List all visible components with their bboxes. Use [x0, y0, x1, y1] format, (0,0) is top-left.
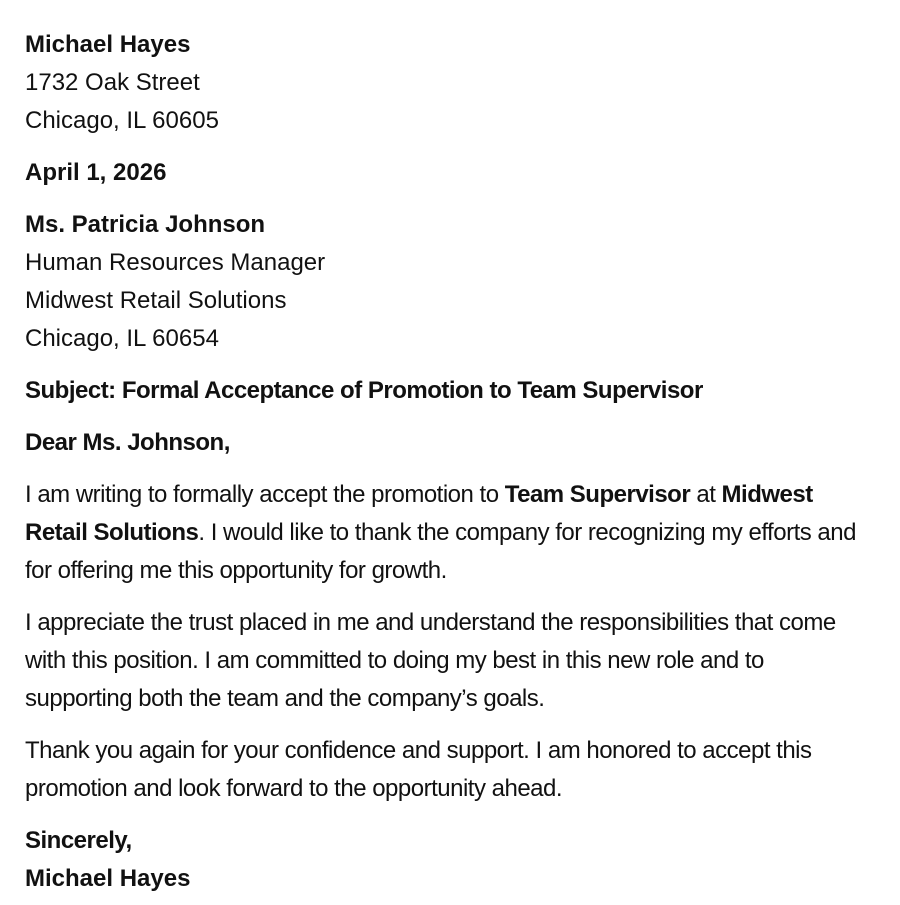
sender-city-line: Chicago, IL 60605 — [25, 107, 219, 134]
recipient-company: Midwest Retail Solutions — [25, 287, 287, 314]
body-paragraph-2: I appreciate the trust placed in me and understand the responsibilities that come with this position. I am committed to doing my best in this new role and to supporting both the team and the company’s goals. — [25, 609, 836, 712]
body-paragraph-1 — [25, 476, 876, 590]
closing-signature: Michael Hayes — [25, 865, 191, 892]
sender-address-block — [25, 26, 876, 140]
body-paragraph-3: Thank you again for your confidence and support. I am honored to accept this promotion and look forward to the opportunity ahead. — [25, 737, 812, 802]
closing-signoff: Sincerely, — [25, 827, 132, 854]
paragraph-text-run: . I would like to thank the company for recognizing my efforts and for offering me this opportunity for growth. — [25, 519, 856, 584]
recipient-name: Ms. Patricia Johnson — [25, 211, 266, 238]
paragraph-bold-run: Team Supervisor — [504, 481, 691, 508]
closing-block — [25, 822, 876, 898]
letter-date: April 1, 2026 — [25, 159, 167, 186]
salutation: Dear Ms. Johnson, — [25, 429, 230, 456]
paragraph-bold-run: Midwest Retail Solutions — [25, 481, 813, 546]
recipient-address-block — [25, 206, 876, 358]
sender-name: Michael Hayes — [25, 31, 191, 58]
paragraph-text-run: I am writing to formally accept the promotion to — [25, 481, 505, 508]
recipient-city-line: Chicago, IL 60654 — [25, 325, 219, 352]
recipient-title: Human Resources Manager — [25, 249, 326, 276]
paragraph-text-run: at — [690, 481, 722, 508]
subject-line: Subject: Formal Acceptance of Promotion to Team Supervisor — [25, 377, 703, 404]
sender-street: 1732 Oak Street — [25, 69, 200, 96]
